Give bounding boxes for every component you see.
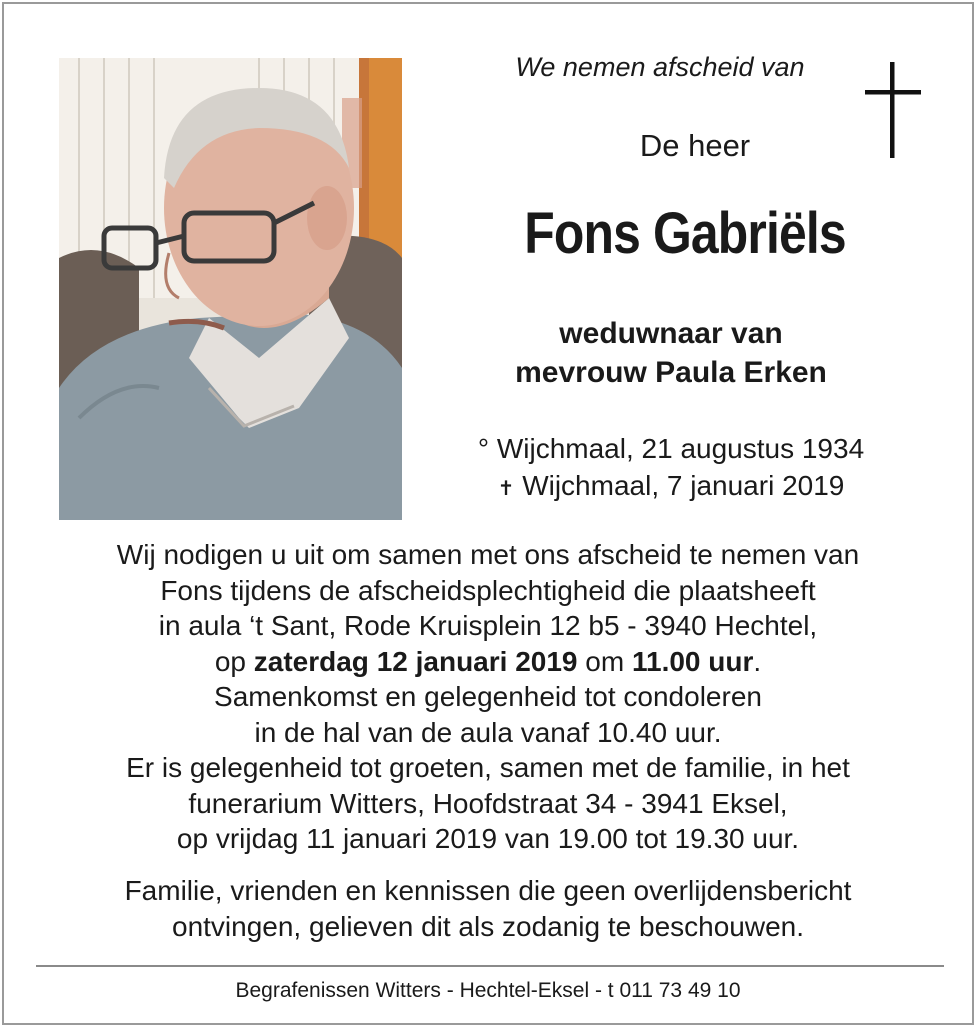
body-line-5: Samenkomst en gelegenheid tot condoleren (214, 681, 762, 712)
body-line-4-post: . (753, 645, 762, 677)
body-line-9: op vrijdag 11 januari 2019 van 19.00 tot 19.30 uur. (176, 823, 800, 854)
ceremony-time: 11.00 uur (631, 645, 754, 677)
closing-line-1: Familie, vrienden en kennissen die geen overlijdensbericht (124, 875, 852, 906)
funeral-home-footer: Begrafenissen Witters - Hechtel-Eksel - t 011 73 49 10 (235, 979, 741, 1002)
closing-text (30, 873, 946, 945)
deceased-name: Fons Gabriëls (524, 201, 846, 266)
intro-text: We nemen afscheid van (515, 52, 805, 82)
body-line-4-pre: op (214, 645, 246, 677)
death-symbol-icon: ✝ (497, 478, 515, 500)
death-date: Wijchmaal, 7 januari 2019 (522, 470, 845, 501)
ceremony-date: zaterdag 12 januari 2019 (253, 645, 578, 677)
spouse-info (440, 314, 902, 392)
body-line-4-mid: om (585, 645, 625, 677)
body-line-4 (30, 644, 946, 680)
footer-divider (36, 965, 944, 967)
portrait-photo (59, 58, 402, 520)
body-line-3: in aula ‘t Sant, Rode Kruisplein 12 b5 - 3940 Hechtel, (158, 610, 818, 641)
body-line-2: Fons tijdens de afscheidsplechtigheid die plaatsheeft (160, 574, 816, 606)
body-line-1: Wij nodigen u uit om samen met ons afscheid te nemen van (116, 539, 860, 570)
birth-symbol: ° (477, 433, 490, 464)
spouse-line-1: weduwnaar van (559, 317, 783, 350)
body-line-6: in de hal van de aula vanaf 10.40 uur. (254, 716, 722, 748)
closing-line-2: ontvingen, gelieven dit als zodanig te beschouwen. (172, 911, 804, 942)
death-line (440, 467, 902, 508)
body-line-7: Er is gelegenheid tot groeten, samen met de familie, in het (126, 752, 850, 783)
honorific: De heer (639, 128, 751, 163)
body-line-8: funerarium Witters, Hoofdstraat 34 - 3941 Eksel, (188, 787, 788, 819)
birth-line (440, 430, 902, 467)
birth-date: Wijchmaal, 21 augustus 1934 (496, 433, 865, 464)
ceremony-text (30, 537, 946, 857)
life-dates (440, 430, 902, 508)
spouse-line-2: mevrouw Paula Erken (515, 356, 827, 389)
